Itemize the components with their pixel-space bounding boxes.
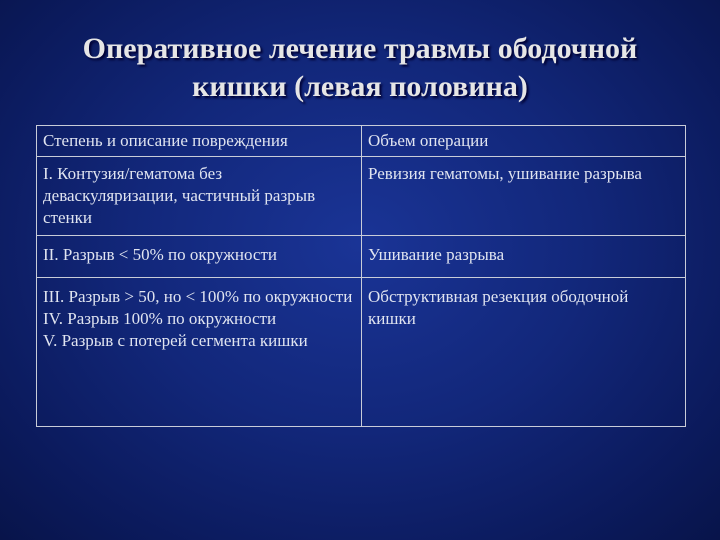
slide-title-line-2: кишки (левая половина): [192, 70, 528, 103]
injury-grade-cell: [37, 278, 362, 427]
operation-scope-cell: Ревизия гематомы, ушивание разрыва: [362, 157, 686, 236]
header-injury-grade: Степень и описание повреждения: [37, 126, 362, 157]
injury-grade-text: III. Разрыв > 50, но < 100% по окружности: [43, 287, 353, 306]
injury-grade-text: IV. Разрыв 100% по окружности: [43, 309, 277, 328]
table-row: [37, 157, 686, 236]
table-row: [37, 236, 686, 278]
table-row: [37, 278, 686, 427]
injury-grade-text: II. Разрыв < 50% по окружности: [43, 245, 277, 264]
injury-grade-text: I. Контузия/гематома без деваскуляризации, частичный разрыв стенки: [43, 164, 316, 227]
operation-scope-cell: Ушивание разрыва: [362, 236, 686, 278]
slide-title: [40, 30, 680, 106]
table-header-row: [37, 126, 686, 157]
injury-grade-cell: [37, 157, 362, 236]
injury-grade-cell: [37, 236, 362, 278]
injury-grade-table: [36, 125, 686, 427]
slide-title-line-1: Оперативное лечение травмы ободочной: [82, 32, 638, 65]
header-operation-scope: Объем операции: [362, 126, 686, 157]
injury-grade-text: V. Разрыв с потерей сегмента кишки: [43, 331, 308, 350]
operation-scope-cell: Обструктивная резекция ободочной кишки: [362, 278, 686, 427]
